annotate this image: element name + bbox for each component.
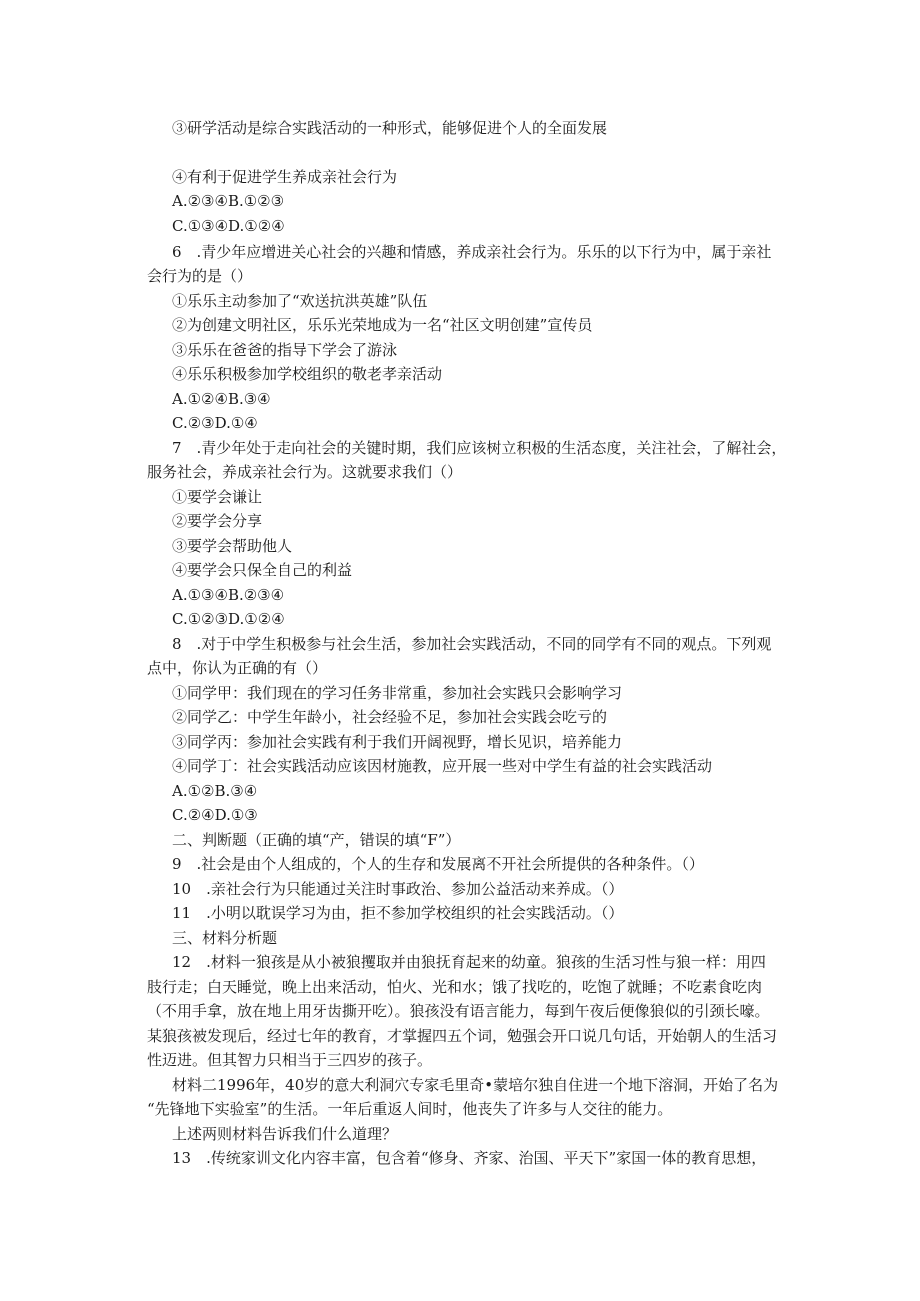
answer-options: C.②③D.①④ xyxy=(172,414,258,432)
answer-options: C.②④D.①③ xyxy=(172,806,258,824)
question-13: 13 .传统家训文化内容丰富，包含着“修身、齐家、治国、平天下”家国一体的教育思想， xyxy=(172,1149,767,1167)
text-line: （不用手拿，放在地上用牙齿撕开吃）。狼孩没有语言能力，每到午夜后便像狼似的引颈长嚎。 xyxy=(147,1002,770,1020)
statement: ③乐乐在爸爸的指导下学会了游泳 xyxy=(172,341,398,359)
text-line: 肢行走；白天睡觉，晚上出来活动，怕火、光和水；饿了找吃的，吃饱了就睡；不吃素食吃肉 xyxy=(147,978,763,996)
question-10: 10 .亲社会行为只能通过关注时事政治、参加公益活动来养成。（） xyxy=(172,880,624,898)
answer-options: C.①②③D.①②④ xyxy=(172,610,285,628)
answer-options: A.①③④B.②③④ xyxy=(172,586,285,604)
text-line: “先锋地下实验室”的生活。一年后重返人间时，他丧失了许多与人交往的能力。 xyxy=(147,1100,673,1118)
text-line: ④有利于促进学生养成亲社会行为 xyxy=(172,168,398,186)
answer-options: C.①③④D.①②④ xyxy=(172,217,285,235)
answer-options: A.①②④B.③④ xyxy=(172,390,271,408)
question-12: 12 .材料一狼孩是从小被狼攫取并由狼抚育起来的幼童。狼孩的生活习性与狼一样：用四 xyxy=(172,953,766,971)
text-line: 材料二1996年，40岁的意大利洞穴专家毛里奇•蒙培尔独自住进一个地下溶洞，开始了名为 xyxy=(172,1076,779,1094)
question-7: 7 .青少年处于走向社会的关键时期，我们应该树立积极的生活态度，关注社会，了解社会， xyxy=(172,439,787,457)
text-line: 某狼孩被发现后，经过七年的教育，才掌握四五个词，勉强会开口说几句话，开始朝人的生活习 xyxy=(147,1027,778,1045)
statement: ④同学丁：社会实践活动应该因材施教，应开展一些对中学生有益的社会实践活动 xyxy=(172,757,713,775)
question-8: 8 .对于中学生积极参与社会生活，参加社会实践活动，不同的同学有不同的观点。下列观 xyxy=(172,635,772,653)
answer-options: A.②③④B.①②③ xyxy=(172,192,285,210)
statement: ④乐乐积极参加学校组织的敬老孝亲活动 xyxy=(172,365,443,383)
statement: ②为创建文明社区，乐乐光荣地成为一名“社区文明创建”宣传员 xyxy=(172,316,593,334)
section-heading: 三、材料分析题 xyxy=(172,929,278,947)
question-prompt: 上述两则材料告诉我们什么道理？ xyxy=(172,1125,398,1143)
statement: ①同学甲：我们现在的学习任务非常重，参加社会实践只会影响学习 xyxy=(172,684,623,702)
text-line: 性迈进。但其智力只相当于三四岁的孩子。 xyxy=(147,1051,433,1069)
question-6: 6 .青少年应增进关心社会的兴趣和情感，养成亲社会行为。乐乐的以下行为中，属于亲社 xyxy=(172,243,772,261)
question-9: 9 .社会是由个人组成的，个人的生存和发展离不开社会所提供的各种条件。（） xyxy=(172,855,704,873)
statement: ④要学会只保全自己的利益 xyxy=(172,561,353,579)
question-11: 11 .小明以耽误学习为由，拒不参加学校组织的社会实践活动。（） xyxy=(172,904,624,922)
statement: ①要学会谦让 xyxy=(172,488,263,506)
statement: ②要学会分享 xyxy=(172,512,263,530)
statement: ③要学会帮助他人 xyxy=(172,537,293,555)
statement: ③同学丙：参加社会实践有利于我们开阔视野，增长见识，培养能力 xyxy=(172,733,623,751)
section-heading: 二、判断题（正确的填“产，错误的填“F”） xyxy=(172,831,461,849)
text-line: 会行为的是（） xyxy=(147,267,253,285)
text-line: 点中，你认为正确的有（） xyxy=(147,659,328,677)
statement: ②同学乙：中学生年龄小，社会经验不足，参加社会实践会吃亏的 xyxy=(172,708,608,726)
text-line: 服务社会，养成亲社会行为。这就要求我们（） xyxy=(147,463,463,481)
text-line: ③研学活动是综合实践活动的一种形式，能够促进个人的全面发展 xyxy=(172,119,608,137)
answer-options: A.①②B.③④ xyxy=(172,782,258,800)
statement: ①乐乐主动参加了“欢送抗洪英雄”队伍 xyxy=(172,292,428,310)
